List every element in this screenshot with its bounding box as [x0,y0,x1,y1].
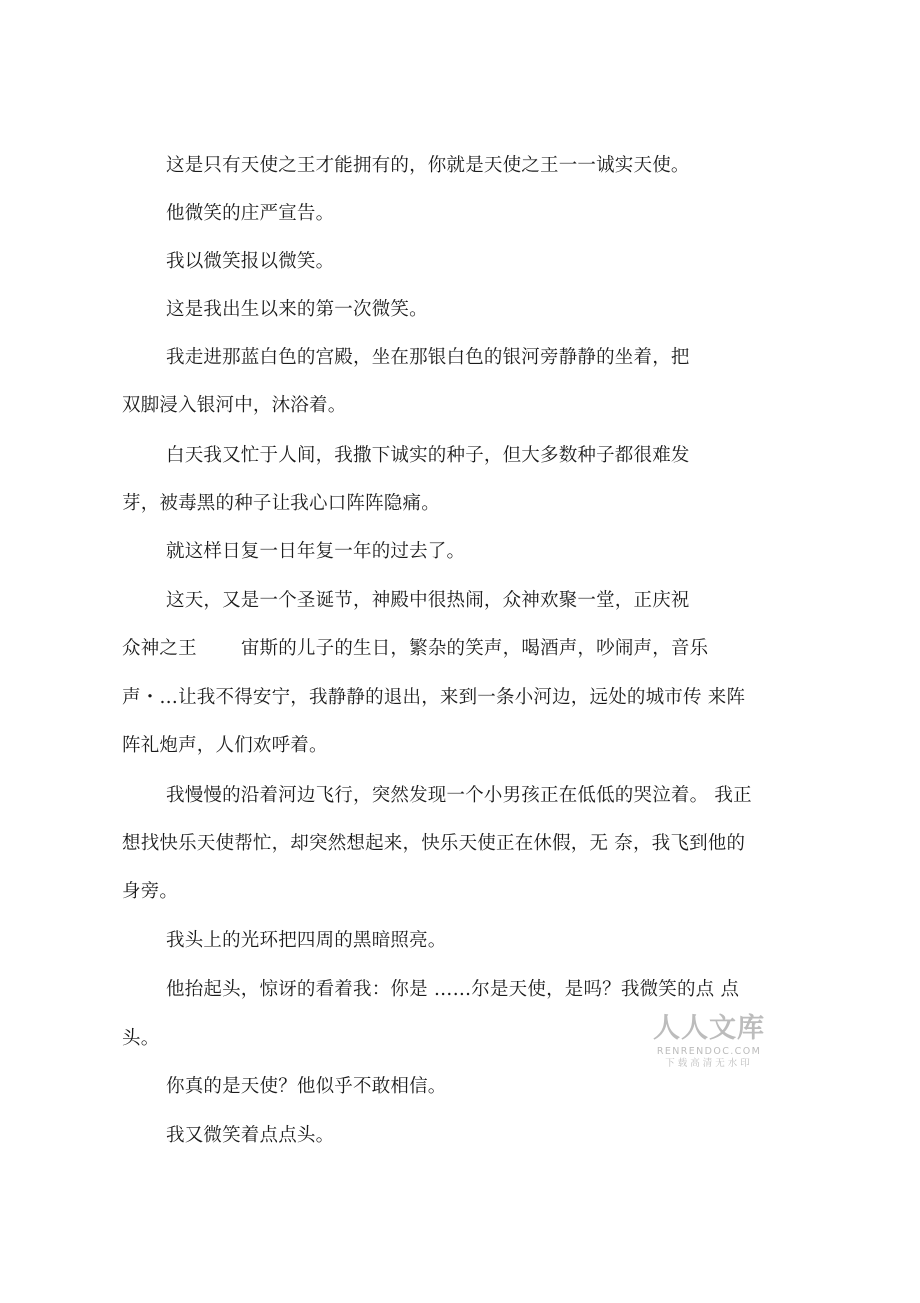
paragraph-line: 这是只有天使之王才能拥有的，你就是天使之王一一诚实天使。 [166,155,690,176]
paragraph-line: 他微笑的庄严宣告。 [166,203,335,224]
paragraph-line: 我慢慢的沿着河边飞行，突然发现一个小男孩正在低低的哭泣着。 我正 [166,785,752,806]
paragraph-line: 我走进那蓝白色的宫殿，坐在那银白色的银河旁静静的坐着，把 [166,347,690,368]
paragraph-line: 你真的是天使？他似乎不敢相信。 [166,1076,447,1097]
paragraph-line: 头。 [122,1028,160,1049]
watermark-slogan: 下载高清无水印 [665,1058,753,1069]
paragraph-line: 声・…让我不得安宁，我静静的退出，来到一条小河边，远处的城市传 来阵 [122,687,746,708]
paragraph-line: 想找快乐天使帮忙，却突然想起来，快乐天使正在休假，无 奈，我飞到他的 [122,833,746,854]
paragraph-line: 芽，被毒黑的种子让我心口阵阵隐痛。 [122,493,440,514]
watermark-title: 人人文库 [653,1013,765,1044]
paragraph-line: 这天，又是一个圣诞节，神殿中很热闹，众神欢聚一堂，正庆祝 [166,590,690,611]
paragraph-line: 他抬起头，惊讶的看着我：你是 ……尔是天使，是吗？我微笑的点 点 [166,979,740,1000]
paragraph-line: 身旁。 [122,881,179,902]
paragraph-line: 就这样日复一日年复一年的过去了。 [166,541,466,562]
paragraph-line [122,637,708,661]
text-segment: 众神之王 [122,638,197,659]
watermark-domain: RENRENDOC.COM [656,1046,762,1057]
paragraph-line: 我以微笑报以微笑。 [166,251,335,272]
paragraph-line: 白天我又忙于人间，我撒下诚实的种子，但大多数种子都很难发 [166,445,690,466]
renrendoc-watermark [646,1014,772,1070]
paragraph-line: 我头上的光环把四周的黑暗照亮。 [166,930,447,951]
text-segment: 宙斯的儿子的生日，繁杂的笑声，喝酒声，吵闹声，音乐 [240,638,709,659]
paragraph-line: 我又微笑着点点头。 [166,1125,335,1146]
paragraph-line: 阵礼炮声，人们欢呼着。 [122,735,328,756]
paragraph-line: 这是我出生以来的第一次微笑。 [166,299,428,320]
paragraph-line: 双脚浸入银河中，沐浴着。 [122,395,347,416]
